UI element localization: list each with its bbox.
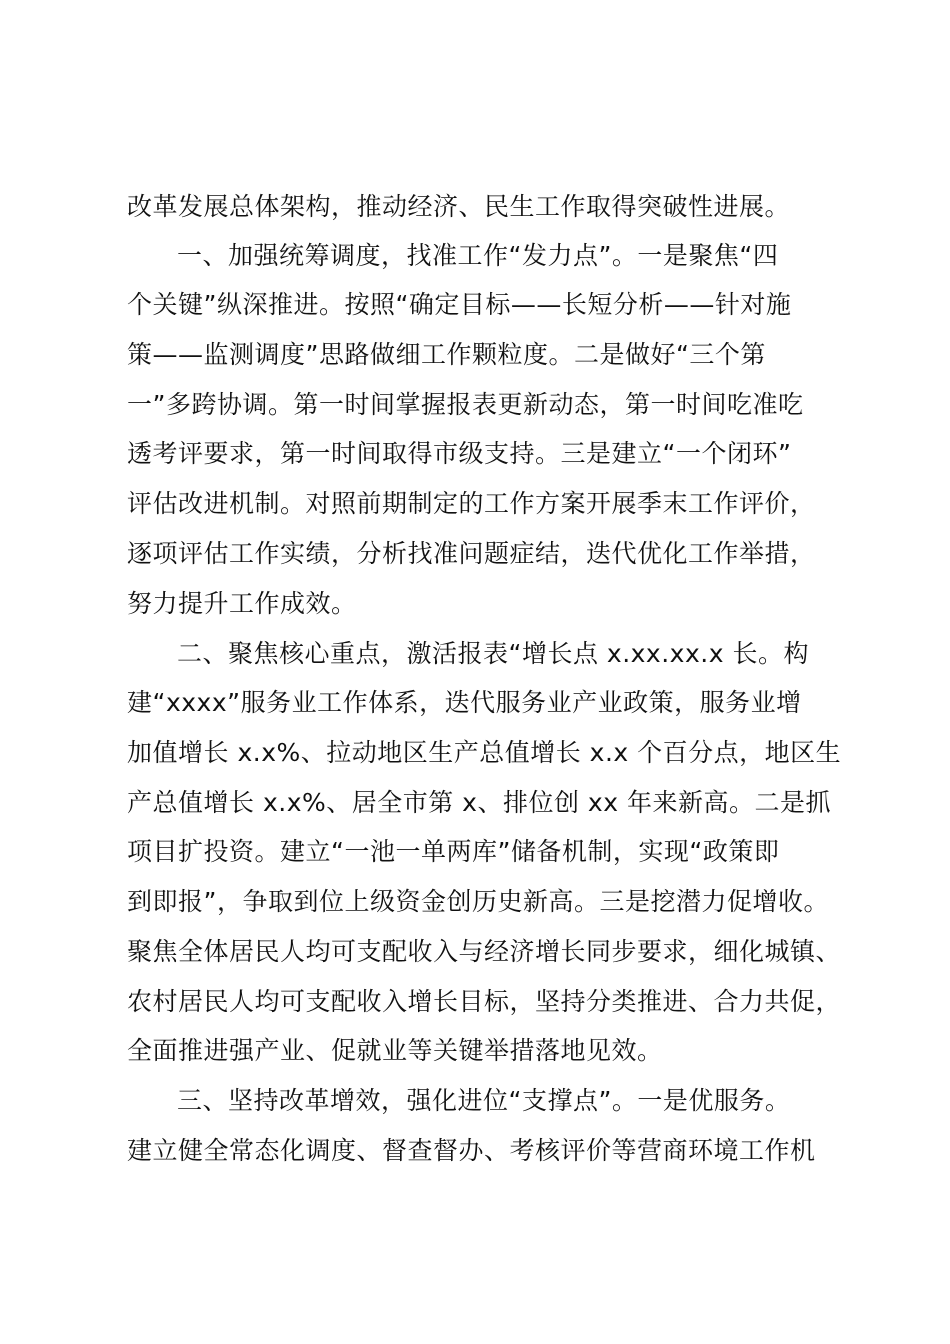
text-line: 透考评要求，第一时间取得市级支持。三是建立“一个闭环” [127,439,792,468]
text-line: 到即报”，争取到位上级资金创历史新高。三是挖潜力促增收。 [127,887,829,916]
text-line: 加值增长 x.x%、拉动地区生产总值增长 x.x 个百分点，地区生 [127,738,842,767]
paragraph-2-first-line: 二、聚焦核心重点，激活报表“增长点 x.xx.xx.x 长。构 [177,639,809,668]
paragraph-1-first-line: 一、加强统筹调度，找准工作“发力点”。一是聚焦“四 [177,241,779,270]
text-line: 评估改进机制。对照前期制定的工作方案开展季末工作评价， [127,489,816,518]
text-line: 一”多跨协调。第一时间掌握报表更新动态，第一时间吃准吃 [127,390,804,419]
text-line: 努力提升工作成效。 [127,589,357,618]
text-line: 聚焦全体居民人均可支配收入与经济增长同步要求，细化城镇、 [127,937,842,966]
text-line: 项目扩投资。建立“一池一单两库”储备机制，实现“政策即 [127,837,780,866]
text-line: 策——监测调度”思路做细工作颗粒度。二是做好“三个第 [127,340,766,369]
text-line: 建立健全常态化调度、督查督办、考核评价等营商环境工作机 [127,1136,816,1165]
text-line: 农村居民人均可支配收入增长目标，坚持分类推进、合力共促， [127,987,842,1016]
text-line: 建“xxxx”服务业工作体系，迭代服务业产业政策，服务业增 [127,688,802,717]
text-line: 产总值增长 x.x%、居全市第 x、排位创 xx 年来新高。二是抓 [127,788,831,817]
text-line: 全面推进强产业、促就业等关键举措落地见效。 [127,1036,663,1065]
paragraph-3-first-line: 三、坚持改革增效，强化进位“支撑点”。一是优服务。 [177,1086,791,1115]
text-line: 改革发展总体架构，推动经济、民生工作取得突破性进展。 [127,192,791,221]
text-line: 个关键”纵深推进。按照“确定目标——长短分析——针对施 [127,290,792,319]
text-line: 逐项评估工作实绩，分析找准问题症结，迭代优化工作举措， [127,539,816,568]
